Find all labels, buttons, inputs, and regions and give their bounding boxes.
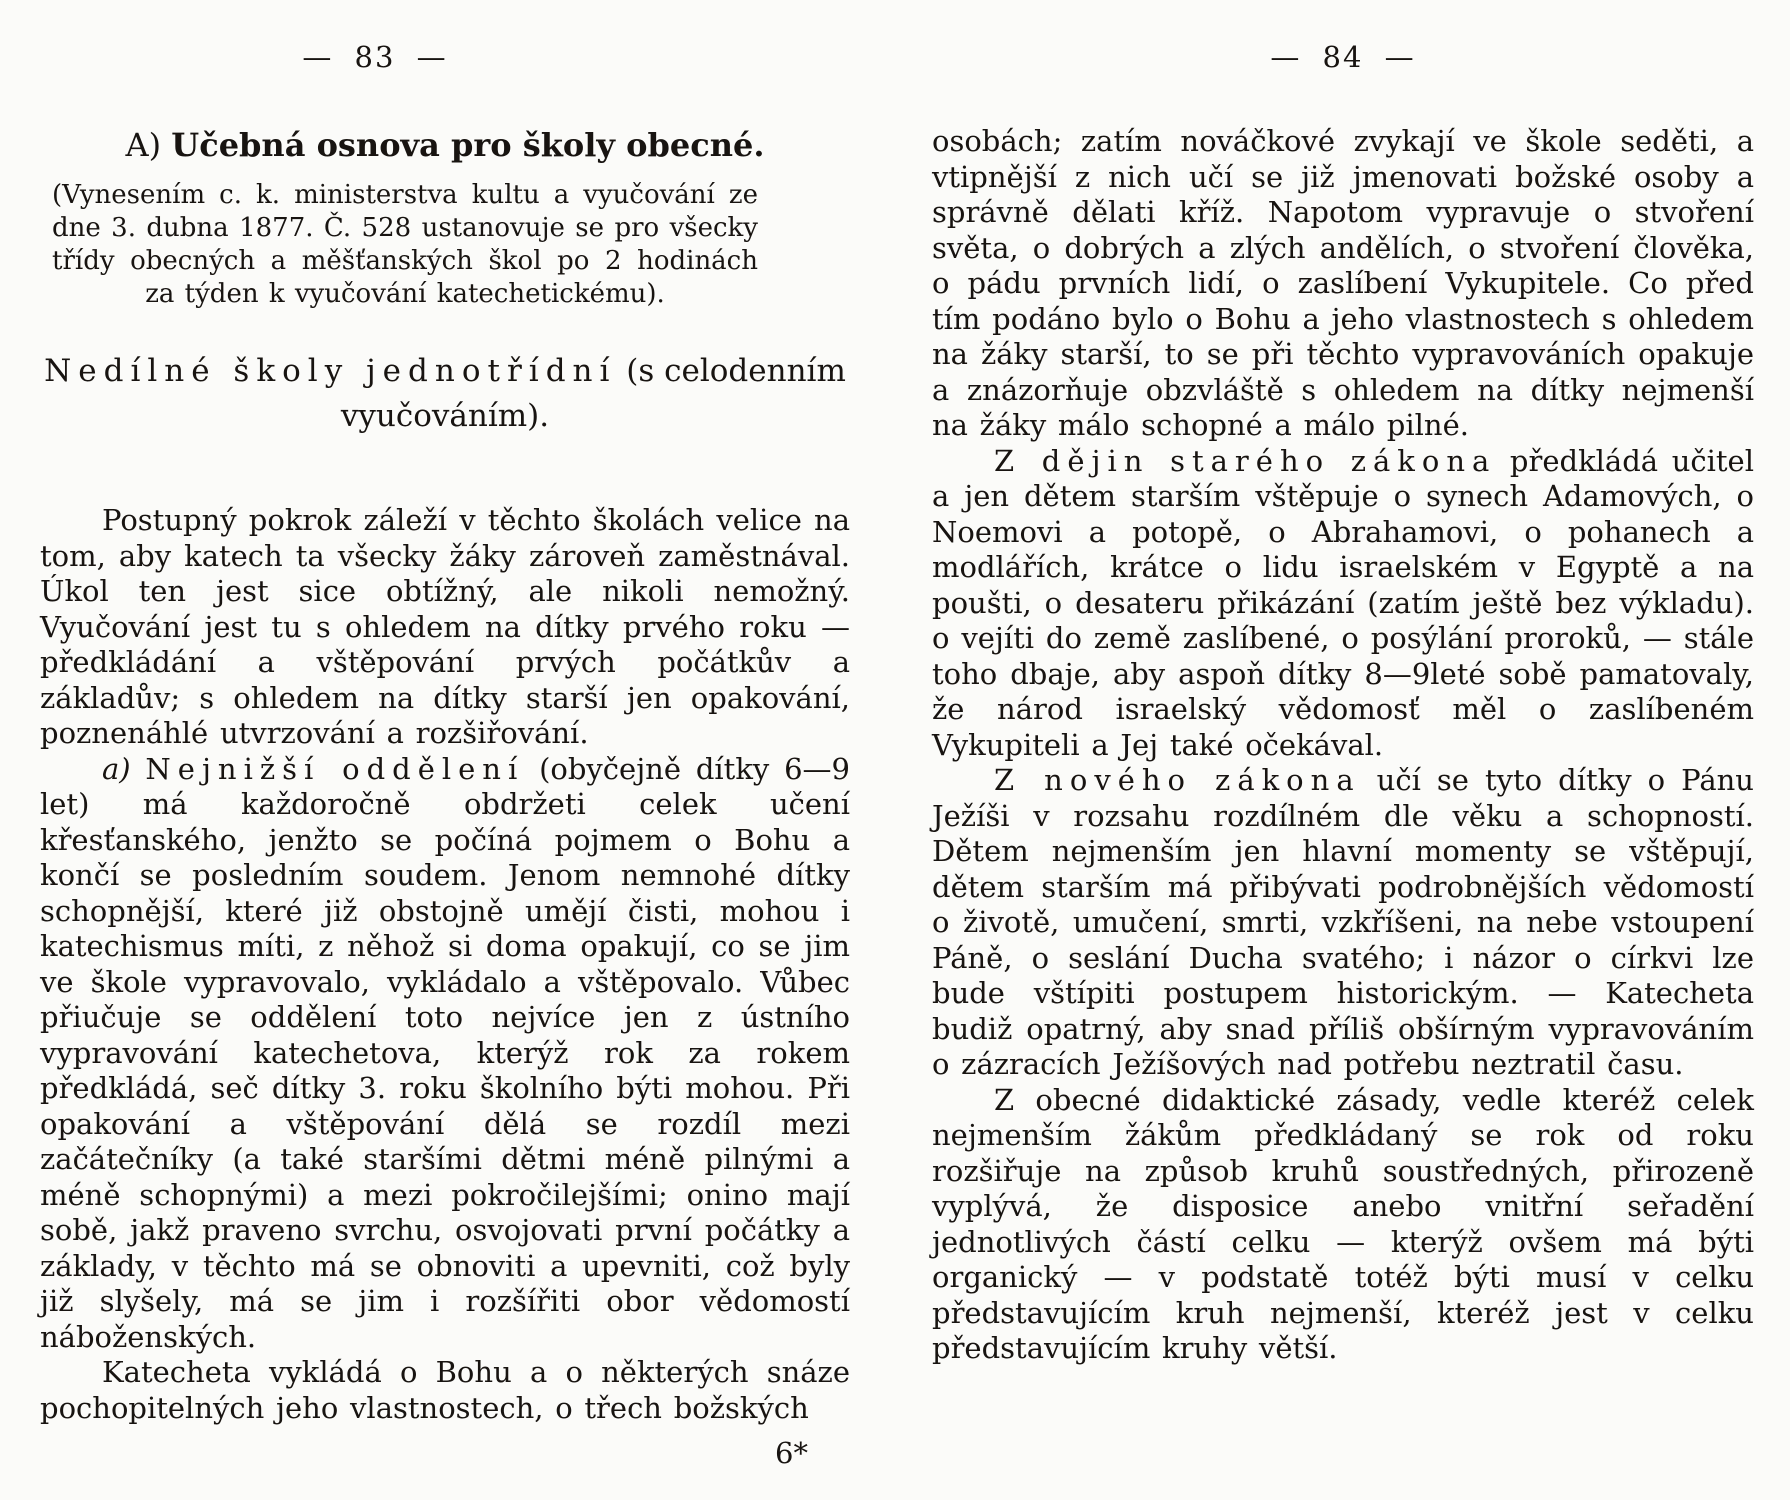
- paragraph-lead-spaced: Nejnižší oddělení: [145, 751, 525, 786]
- subheading-line2: vyučováním).: [340, 398, 550, 434]
- paragraph-text: předkládá učitel a jen dětem starším vštěpuje o synech Adamových, o Noemovi a potopě, o Abrahamovi, o pohanech a modlářích, krátce o lidu israelském v Egyptě a na poušti, o desateru přikázání (zatím ještě bez výkladu). o vejíti do země zaslíbené, o posýlání proroků, — stále toho dbaje, aby aspoň dítky 8—9leté sobě pamatovaly, že národ israelský vědomosť měl o zaslíbeném Vykupiteli a Jej také očekával.: [932, 443, 1754, 762]
- subheading-spaced-part: Nedílné školy jednotřídní: [44, 353, 617, 389]
- paragraph-continuation: osobách; zatím nováčkové zvykají ve škole seděti, a vtipnější z nich učí se již jmenovati božské osoby a správně dělati kříž. Napotom vypravuje o stvoření světa, o dobrých a zlých andělích, o stvoření člověka, o pádu prvních lidí, o zaslíbení Vykupitele. Co před tím podáno bylo o Bohu a jeho vlastnostech s ohledem na žáky starší, to se při těchto vypravováních opakuje a znázorňuje obzvláště s ohledem na dítky nejmenší na žáky málo schopné a málo pilné.: [932, 124, 1754, 442]
- paragraph-lead-spaced: Z nového zákona: [994, 763, 1361, 797]
- paragraph: [40, 752, 850, 1356]
- paragraph-text: učí se tyto dítky o Pánu Ježíši v rozsahu rozdílném dle věku a schopností. Dětem nejmenším jen hlavní momenty se vštěpují, dětem starším má přibývati podrobnějších vědomostí o životě, umučení, smrti, vzkříšeni, na nebe vstoupení Páně, o seslání Ducha svatého; i názor o církvi lze bude vštípiti postupem historickým. — Katecheta budiž opatrný, aby snad příliš obšírným vypravováním o zázracích Ježíšových nad potřebu neztratil času.: [932, 763, 1754, 1081]
- paragraph-text: (obyčejně dítky 6—9 let) má každoročně obdržeti celek učení křesťanského, jenžto se počíná pojmem o Bohu a končí se posledním soudem. Jenom nemnohé dítky schopnější, které již obstojně umějí čisti, mohou i katechismus míti, z něhož si doma opakují, co se jim ve škole vypravovalo, vykládalo a vštěpovalo. Vůbec přiučuje se oddělení toto nejvíce jen z ústního vypravování katechetova, kterýž rok za rokem předkládá, seč dítky 3. roku školního býti mohou. Při opakování a vštěpování dělá se rozdíl mezi začátečníky (a také staršími dětmi méně pilnými a méně schopnými) a mezi pokročilejšími; onino mají sobě, jakž praveno svrchu, osvojovati první počátky a základy, v těchto má se obnoviti a upevniti, což byly již slyšely, má se jim i rozšířiti obor vědomostí náboženských.: [40, 751, 850, 1354]
- paragraph-lead-letter: a): [102, 751, 146, 786]
- page-number-left: — 83 —: [302, 40, 448, 74]
- paragraph: Katecheta vykládá o Bohu a o některých snáze pochopitelných jeho vlastnostech, o třech božských: [40, 1355, 850, 1425]
- paragraph: [932, 444, 1754, 764]
- page-83: [40, 0, 850, 1470]
- subheading-rest-line1: (s celodenním: [616, 353, 846, 389]
- page-84-body: [932, 124, 1754, 1367]
- signature-mark: 6*: [775, 1436, 808, 1470]
- page-83-body: [40, 503, 850, 1426]
- paragraph: Z obecné didaktické zásady, vedle kteréž celek nejmenším žákům předkládaný se rok od roku rozšiřuje na způsob kruhů soustředných, přirozeně vyplývá, že disposice anebo vnitřní seřadění jednotlivých částí celku — kterýž ovšem má býti organický — v podstatě totéž býti musí v celku představujícím kruh nejmenší, kteréž jest v celku představujícím kruhy větší.: [932, 1082, 1754, 1365]
- page-84: [932, 0, 1754, 1367]
- page-number-right: — 84 —: [1270, 40, 1416, 74]
- section-heading: [40, 126, 850, 164]
- heading-title: Učebná osnova pro školy obecné.: [171, 126, 765, 164]
- paragraph-lead-spaced: Z dějin starého zákona: [994, 443, 1497, 478]
- paragraph: Postupný pokrok záleží v těchto školách velice na tom, aby katech ta všecky žáky zároveň zaměstnával. Úkol ten jest sice obtížný, ale nikoli nemožný. Vyučování jest tu s ohledem na dítky prvého roku — předkládání a vštěpování prvých počátkův a základův; s ohledem na dítky starší jen opakování, poznenáhlé utvrzování a rozšiřování.: [40, 503, 850, 750]
- paragraph: [932, 763, 1754, 1083]
- heading-prefix: A): [125, 126, 172, 164]
- decree-note: (Vynesením c. k. ministerstva kultu a vyučování ze dne 3. dubna 1877. Č. 528 ustanovuje se pro všecky třídy obecných a měšťanských škol po 2 hodinách za týden k vyučování katechetickému).: [52, 180, 758, 309]
- subsection-heading: [40, 349, 850, 439]
